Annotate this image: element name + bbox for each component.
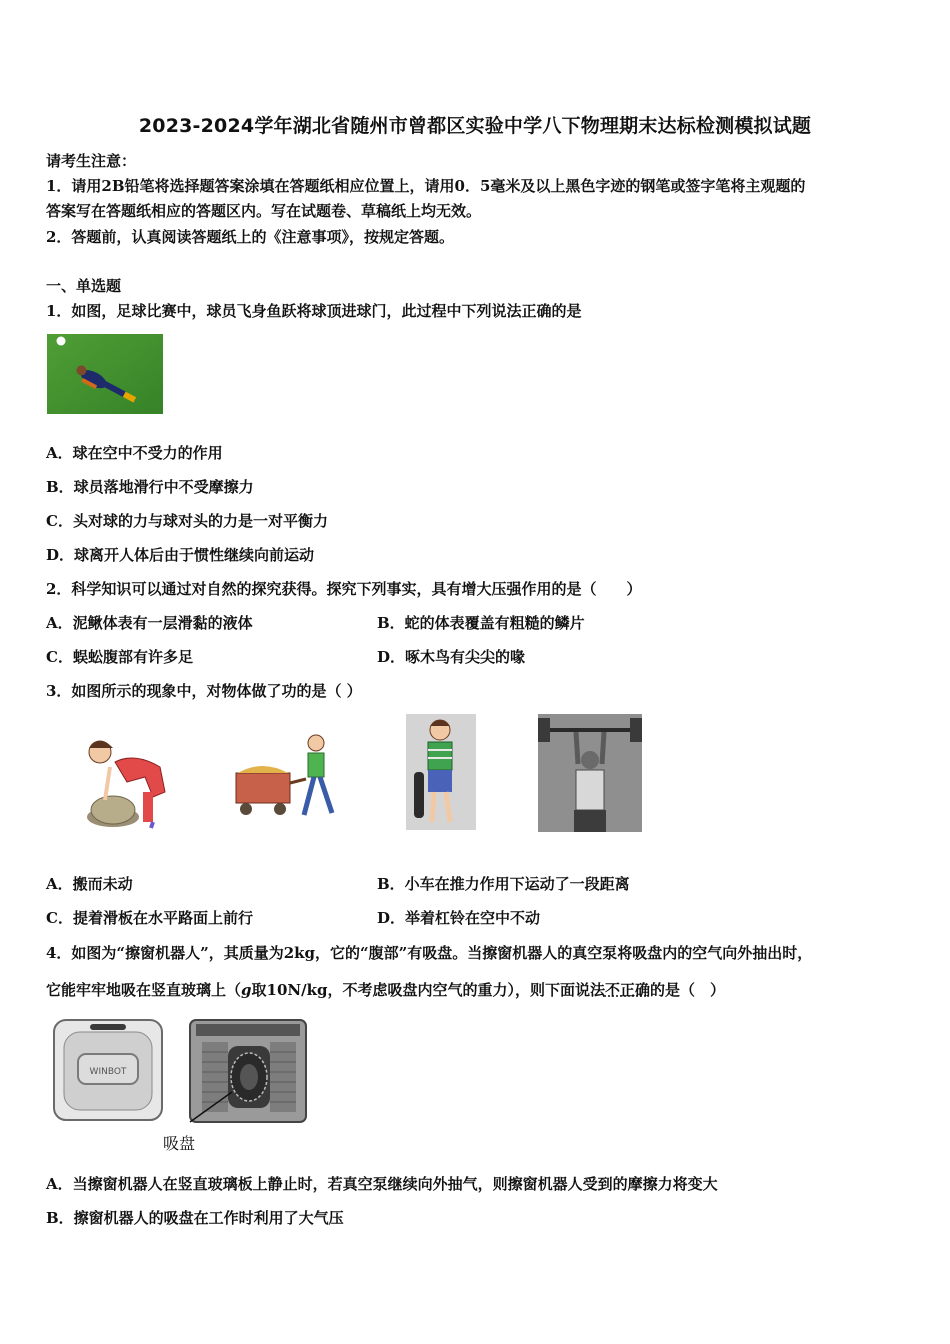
suction-cup-label: 吸盘 [163,1134,196,1153]
q4-stem-part-c: 的是（ ） [649,981,725,999]
exam-title: 2023-2024学年湖北省随州市曾都区实验中学八下物理期末达标检测模拟试题 [138,115,812,137]
q4-stem-part-b: 取10N/kg，不考虑吸盘内空气的重力），则下面说法 [251,981,605,999]
q4-option-b: B．擦窗机器人的吸盘在工作时利用了大气压 [46,1209,344,1227]
notice-line-1: 1．请用2B铅笔将选择题答案涂填在答题纸相应位置上，请用0．5毫米及以上黑色字迹的钢笔或签字笔将主观题的 [46,177,806,195]
q4-stem-g-symbol: g [241,981,252,999]
soccer-diving-header-image [47,334,163,414]
q2-option-d: D．啄木鸟有尖尖的喙 [377,648,526,666]
q3-option-c: C．提着滑板在水平路面上前行 [46,909,253,927]
boy-carrying-skateboard-image [406,714,476,830]
q1-option-c: C．头对球的力与球对头的力是一对平衡力 [46,512,328,530]
notice-line-2: 答案写在答题纸相应的答题区内。写在试题卷、草稿纸上均无效。 [46,202,482,220]
q3-option-b: B．小车在推力作用下运动了一段距离 [377,875,630,893]
notice-heading: 请考生注意： [46,152,137,170]
q2-stem: 2．科学知识可以通过对自然的探究获得。探究下列事实，具有增大压强作用的是（ ） [46,580,642,598]
q1-option-a: A．球在空中不受力的作用 [46,444,223,462]
q4-stem-emphasis: 不正确 [604,981,650,999]
woman-lifting-sack-image [65,722,175,830]
window-robot-underside-image [186,1018,310,1126]
q2-option-b: B．蛇的体表覆盖有粗糙的鳞片 [377,614,585,632]
q3-option-a: A．搬而未动 [46,875,133,893]
boy-pushing-cart-image [232,733,344,825]
q4-stem-line-1: 4．如图为“擦窗机器人”，其质量为2kg，它的“腹部”有吸盘。当擦窗机器人的真空泵将吸盘内的空气向外抽出时， [46,944,813,962]
q3-stem: 3．如图所示的现象中，对物体做了功的是（ ） [46,682,362,700]
q2-option-a: A．泥鳅体表有一层滑黏的液体 [46,614,253,632]
q3-option-d: D．举着杠铃在空中不动 [377,909,541,927]
q4-stem-part-a: 它能牢牢地吸在竖直玻璃上（ [46,981,242,999]
robot-brand-label: WINBOT [89,1067,127,1077]
section-heading: 一、单选题 [46,277,122,295]
q1-stem: 1．如图，足球比赛中，球员飞身鱼跃将球顶进球门，此过程中下列说法正确的是 [46,302,582,320]
q1-option-b: B．球员落地滑行中不受摩擦力 [46,478,254,496]
q1-option-d: D．球离开人体后由于惯性继续向前运动 [46,546,315,564]
notice-line-3: 2．答题前，认真阅读答题纸上的《注意事项》，按规定答题。 [46,228,454,246]
q2-option-c: C．蜈蚣腹部有许多足 [46,648,193,666]
weightlifter-image [538,714,642,832]
q4-option-a: A．当擦窗机器人在竖直玻璃板上静止时，若真空泵继续向外抽气，则擦窗机器人受到的摩擦力将变大 [46,1175,718,1193]
q4-stem-line-2 [46,980,725,1000]
window-robot-front-image [52,1018,164,1122]
